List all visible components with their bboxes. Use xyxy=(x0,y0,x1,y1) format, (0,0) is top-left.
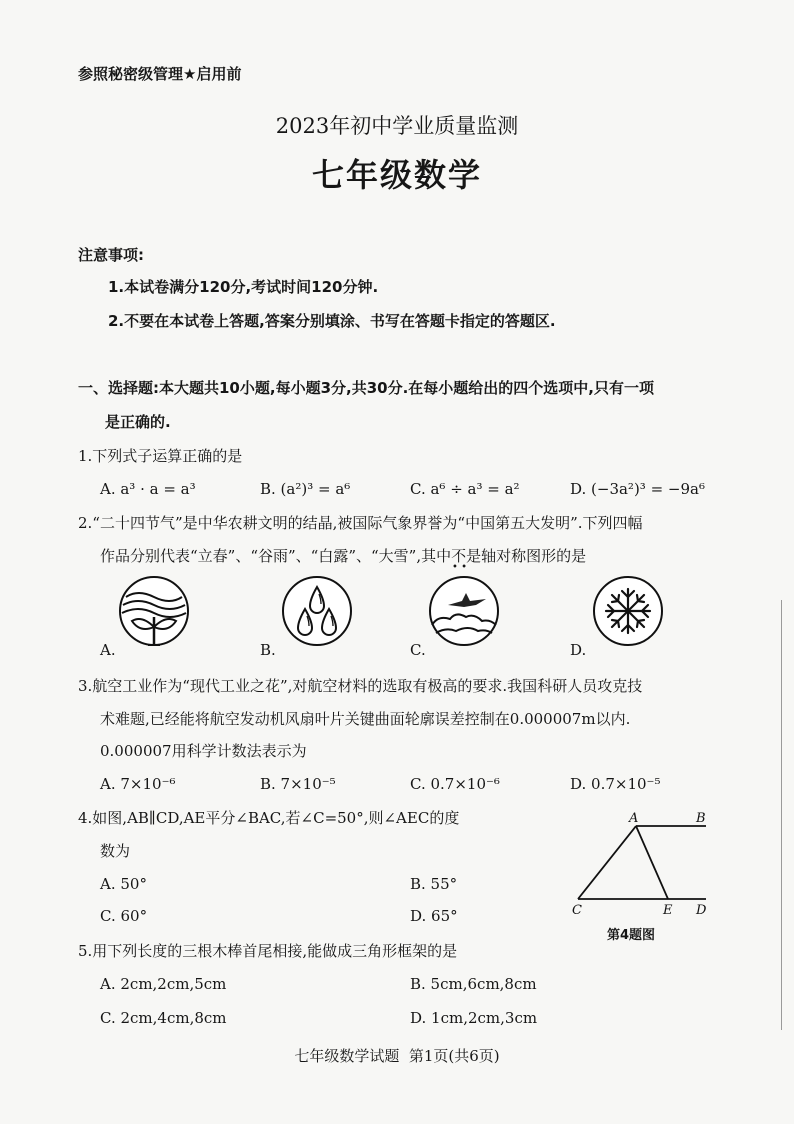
snowflake-icon xyxy=(592,575,664,651)
question-4-option-a: A. 50° xyxy=(100,875,147,893)
scan-edge-line xyxy=(781,600,782,1030)
point-label-d: D xyxy=(696,903,707,918)
question-1-stem: 1.下列式子运算正确的是 xyxy=(78,447,243,465)
question-5-option-a: A. 2cm,2cm,5cm xyxy=(100,975,227,993)
point-label-a: A xyxy=(629,811,639,826)
question-5-stem: 5.用下列长度的三根木棒首尾相接,能做成三角形框架的是 xyxy=(78,942,458,960)
emphasis-dots: • • xyxy=(452,562,467,573)
question-2-option-a: A. xyxy=(100,641,116,659)
question-1-option-b: B. (a²)³ = a⁶ xyxy=(260,480,351,498)
question-1-option-a: A. a³ · a = a³ xyxy=(100,480,196,498)
line-ac xyxy=(578,826,636,899)
page-footer: 七年级数学试题 第1页(共6页) xyxy=(294,1047,500,1065)
figure-4-caption: 第4题图 xyxy=(607,928,656,943)
question-3-option-b: B. 7×10⁻⁵ xyxy=(260,775,336,793)
question-5-option-c: C. 2cm,4cm,8cm xyxy=(100,1009,227,1027)
question-3-line2: 术难题,已经能将航空发动机风扇叶片关键曲面轮廓误差控制在0.000007m以内. xyxy=(100,710,631,728)
notes-item-1: 1.本试卷满分120分,考试时间120分钟. xyxy=(108,278,379,296)
section-heading-line1: 一、选择题:本大题共10小题,每小题3分,共30分.在每小题给出的四个选项中,只有一项 xyxy=(78,379,654,397)
white-dew-bird-icon xyxy=(428,575,500,651)
question-3-option-d: D. 0.7×10⁻⁵ xyxy=(570,775,661,793)
point-label-e: E xyxy=(663,903,673,918)
rain-drops-icon xyxy=(281,575,353,651)
question-2-option-c: C. xyxy=(410,641,426,659)
question-3-line1: 3.航空工业作为“现代工业之花”,对航空材料的选取有极高的要求.我国科研人员攻克技 xyxy=(78,677,643,695)
point-label-c: C xyxy=(572,903,582,918)
question-4-option-d: D. 65° xyxy=(410,907,458,925)
subject-title: 七年级数学 xyxy=(311,156,482,194)
question-4-option-b: B. 55° xyxy=(410,875,458,893)
notes-heading: 注意事项: xyxy=(78,246,144,264)
point-label-b: B xyxy=(696,811,706,826)
exam-title: 2023年初中学业质量监测 xyxy=(275,114,519,138)
question-1-option-c: C. a⁶ ÷ a³ = a² xyxy=(410,480,520,498)
question-5-option-b: B. 5cm,6cm,8cm xyxy=(410,975,537,993)
line-ae xyxy=(636,826,668,899)
question-2-option-d: D. xyxy=(570,641,587,659)
question-3-option-a: A. 7×10⁻⁶ xyxy=(100,775,176,793)
question-2-line1: 2.“二十四节气”是中华农耕文明的结晶,被国际气象界誉为“中国第五大发明”.下列四幅 xyxy=(78,514,643,532)
notes-item-2: 2.不要在本试卷上答题,答案分别填涂、书写在答题卡指定的答题区. xyxy=(108,312,556,330)
question-3-line3: 0.000007用科学计数法表示为 xyxy=(100,742,307,760)
question-1-option-d: D. (−3a²)³ = −9a⁶ xyxy=(570,480,705,498)
section-heading-line2: 是正确的. xyxy=(105,413,171,431)
spring-sprout-icon xyxy=(118,575,190,651)
question-4-figure xyxy=(566,810,716,922)
question-5-option-d: D. 1cm,2cm,3cm xyxy=(410,1009,538,1027)
question-2-option-b: B. xyxy=(260,641,276,659)
question-4-line2: 数为 xyxy=(100,842,131,860)
confidentiality-label: 参照秘密级管理★启用前 xyxy=(78,65,242,83)
question-2-line2: 作品分别代表“立春”、“谷雨”、“白露”、“大雪”,其中不是轴对称图形的是 xyxy=(100,547,587,565)
question-4-line1: 4.如图,AB∥CD,AE平分∠BAC,若∠C=50°,则∠AEC的度 xyxy=(78,809,460,827)
question-4-option-c: C. 60° xyxy=(100,907,148,925)
question-3-option-c: C. 0.7×10⁻⁶ xyxy=(410,775,500,793)
